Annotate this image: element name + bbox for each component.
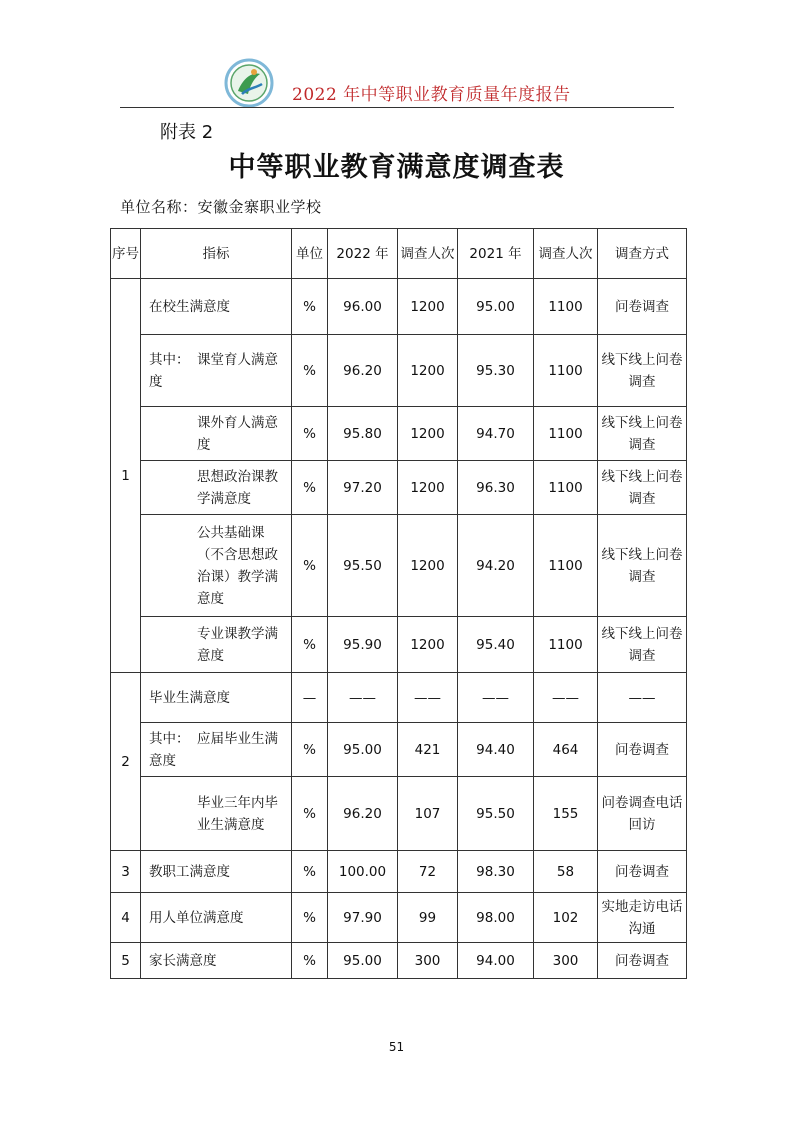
count-2021-cell: 102 <box>534 893 598 943</box>
header-divider <box>120 107 674 108</box>
method-cell: 问卷调查 <box>598 943 687 979</box>
indicator-cell <box>141 335 292 407</box>
count-2021-cell: —— <box>534 673 598 723</box>
count-2022-cell: 99 <box>398 893 458 943</box>
school-emblem-icon <box>224 58 274 108</box>
table-row <box>111 723 687 777</box>
count-2021-cell: 464 <box>534 723 598 777</box>
indicator-cell: 毕业三年内毕业生满意度 <box>141 777 292 851</box>
method-cell: 问卷调查 <box>598 851 687 893</box>
method-cell: 问卷调查 <box>598 723 687 777</box>
group-number: 1 <box>111 279 141 673</box>
table-row <box>111 515 687 617</box>
method-cell: 问卷调查电话回访 <box>598 777 687 851</box>
column-header: 调查人次 <box>398 229 458 279</box>
table-row <box>111 335 687 407</box>
indicator-cell: 在校生满意度 <box>141 279 292 335</box>
table-row <box>111 893 687 943</box>
count-2022-cell: 1200 <box>398 515 458 617</box>
page-title: 中等职业教育满意度调查表 <box>228 152 565 183</box>
column-header: 序号 <box>111 229 141 279</box>
unit-cell: % <box>292 723 328 777</box>
column-header: 2021 年 <box>458 229 534 279</box>
count-2022-cell: 107 <box>398 777 458 851</box>
value-2022-cell: 100.00 <box>328 851 398 893</box>
value-2021-cell: 95.40 <box>458 617 534 673</box>
group-number: 4 <box>111 893 141 943</box>
unit-cell: % <box>292 851 328 893</box>
value-2021-cell: 98.30 <box>458 851 534 893</box>
value-2021-cell: 95.00 <box>458 279 534 335</box>
value-2022-cell: 95.80 <box>328 407 398 461</box>
unit-cell: % <box>292 279 328 335</box>
indicator-cell <box>141 723 292 777</box>
indicator-cell: 课外育人满意度 <box>141 407 292 461</box>
value-2022-cell: 95.00 <box>328 943 398 979</box>
indicator-cell: 专业课教学满意度 <box>141 617 292 673</box>
table-row <box>111 617 687 673</box>
table-row <box>111 777 687 851</box>
count-2021-cell: 1100 <box>534 617 598 673</box>
unit-cell: % <box>292 777 328 851</box>
group-number: 2 <box>111 673 141 851</box>
report-header-title: 2022 年中等职业教育质量年度报告 <box>292 85 571 105</box>
page-number: 51 <box>388 1040 405 1054</box>
count-2022-cell: —— <box>398 673 458 723</box>
unit-name: 单位名称：安徽金寨职业学校 <box>120 198 322 216</box>
value-2022-cell: 97.90 <box>328 893 398 943</box>
unit-cell: % <box>292 407 328 461</box>
count-2022-cell: 1200 <box>398 461 458 515</box>
method-cell: 线下线上问卷调查 <box>598 407 687 461</box>
indicator-cell: 教职工满意度 <box>141 851 292 893</box>
count-2021-cell: 58 <box>534 851 598 893</box>
indicator-lead: 其中： <box>149 351 190 368</box>
method-cell: 问卷调查 <box>598 279 687 335</box>
value-2021-cell: 94.00 <box>458 943 534 979</box>
unit-cell: % <box>292 617 328 673</box>
appendix-label: 附表 2 <box>160 122 214 143</box>
table-header-row <box>111 229 687 279</box>
indicator-cell: 毕业生满意度 <box>141 673 292 723</box>
method-cell: 线下线上问卷调查 <box>598 515 687 617</box>
table-row <box>111 279 687 335</box>
count-2021-cell: 1100 <box>534 461 598 515</box>
indicator-cell: 用人单位满意度 <box>141 893 292 943</box>
indicator-text: 课堂育人满意度 <box>149 351 278 390</box>
count-2022-cell: 1200 <box>398 335 458 407</box>
count-2022-cell: 1200 <box>398 407 458 461</box>
method-cell: 线下线上问卷调查 <box>598 461 687 515</box>
value-2022-cell: 96.00 <box>328 279 398 335</box>
unit-cell: — <box>292 673 328 723</box>
count-2021-cell: 1100 <box>534 335 598 407</box>
unit-cell: % <box>292 335 328 407</box>
count-2021-cell: 1100 <box>534 407 598 461</box>
table-row <box>111 461 687 515</box>
count-2022-cell: 1200 <box>398 279 458 335</box>
count-2022-cell: 72 <box>398 851 458 893</box>
count-2021-cell: 300 <box>534 943 598 979</box>
count-2022-cell: 1200 <box>398 617 458 673</box>
column-header: 指标 <box>141 229 292 279</box>
method-cell: 实地走访电话沟通 <box>598 893 687 943</box>
group-number: 3 <box>111 851 141 893</box>
value-2022-cell: 95.90 <box>328 617 398 673</box>
column-header: 2022 年 <box>328 229 398 279</box>
column-header: 单位 <box>292 229 328 279</box>
value-2022-cell: —— <box>328 673 398 723</box>
indicator-cell: 家长满意度 <box>141 943 292 979</box>
value-2021-cell: 94.20 <box>458 515 534 617</box>
table-row <box>111 851 687 893</box>
table-row <box>111 673 687 723</box>
method-cell: 线下线上问卷调查 <box>598 617 687 673</box>
indicator-cell: 公共基础课（不含思想政治课）教学满意度 <box>141 515 292 617</box>
value-2022-cell: 95.00 <box>328 723 398 777</box>
value-2021-cell: —— <box>458 673 534 723</box>
indicator-cell: 思想政治课教学满意度 <box>141 461 292 515</box>
method-cell: —— <box>598 673 687 723</box>
column-header: 调查人次 <box>534 229 598 279</box>
value-2021-cell: 96.30 <box>458 461 534 515</box>
count-2022-cell: 300 <box>398 943 458 979</box>
unit-cell: % <box>292 461 328 515</box>
count-2021-cell: 1100 <box>534 279 598 335</box>
value-2022-cell: 96.20 <box>328 335 398 407</box>
column-header: 调查方式 <box>598 229 687 279</box>
count-2022-cell: 421 <box>398 723 458 777</box>
method-cell: 线下线上问卷调查 <box>598 335 687 407</box>
unit-cell: % <box>292 943 328 979</box>
unit-cell: % <box>292 893 328 943</box>
value-2021-cell: 94.70 <box>458 407 534 461</box>
indicator-text: 应届毕业生满意度 <box>149 730 278 769</box>
group-number: 5 <box>111 943 141 979</box>
value-2021-cell: 95.50 <box>458 777 534 851</box>
satisfaction-table <box>110 228 687 979</box>
table-row <box>111 407 687 461</box>
count-2021-cell: 155 <box>534 777 598 851</box>
value-2021-cell: 94.40 <box>458 723 534 777</box>
count-2021-cell: 1100 <box>534 515 598 617</box>
value-2022-cell: 97.20 <box>328 461 398 515</box>
value-2021-cell: 95.30 <box>458 335 534 407</box>
unit-cell: % <box>292 515 328 617</box>
value-2022-cell: 96.20 <box>328 777 398 851</box>
value-2022-cell: 95.50 <box>328 515 398 617</box>
value-2021-cell: 98.00 <box>458 893 534 943</box>
indicator-lead: 其中： <box>149 730 190 747</box>
table-row <box>111 943 687 979</box>
